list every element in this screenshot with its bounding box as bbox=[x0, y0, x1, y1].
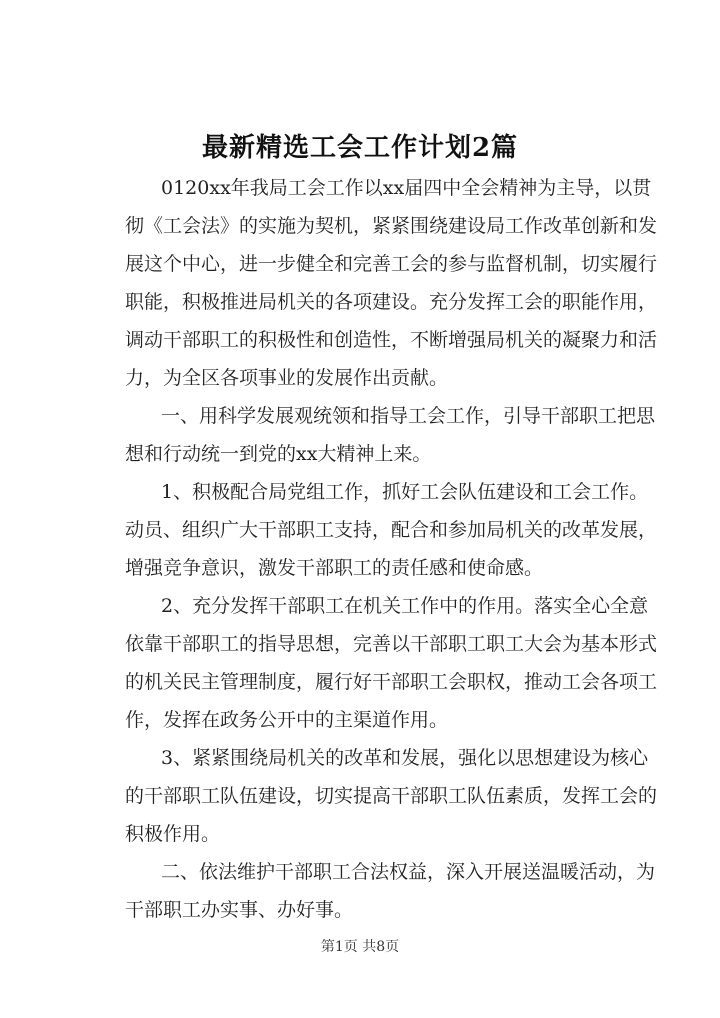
text-line: 一、用科学发展观统领和指导工会工作，引导干部职工把思 bbox=[161, 405, 656, 427]
text-line: 作，发挥在政务公开中的主渠道作用。 bbox=[125, 709, 449, 731]
text-line: 依靠干部职工的指导思想，完善以干部职工职工大会为基本形式 bbox=[125, 633, 658, 655]
paragraph bbox=[125, 397, 656, 473]
text-line: 2、充分发挥干部职工在机关工作中的作用。落实全心全意 bbox=[161, 595, 649, 617]
paragraph bbox=[125, 853, 656, 929]
paragraph bbox=[125, 169, 658, 397]
text-line: 展这个中心，进一步健全和完善工会的参与监督机制，切实履行 bbox=[125, 253, 658, 275]
page-footer: 第1页 共8页 bbox=[320, 939, 400, 955]
paragraph bbox=[125, 739, 658, 853]
text-line: 的干部职工队伍建设，切实提高干部职工队伍素质，发挥工会的 bbox=[125, 785, 658, 807]
text-line: 想和行动统一到党的xx大精神上来。 bbox=[125, 443, 432, 465]
text-line: 力，为全区各项事业的发展作出贡献。 bbox=[125, 367, 449, 389]
document-title: 最新精选工会工作计划2篇 bbox=[201, 133, 519, 163]
text-line: 积极作用。 bbox=[125, 823, 221, 845]
text-line: 调动干部职工的积极性和创造性，不断增强局机关的凝聚力和活 bbox=[125, 329, 658, 351]
document-body bbox=[125, 169, 658, 929]
text-line: 职能，积极推进局机关的各项建设。充分发挥工会的职能作用， bbox=[125, 291, 658, 313]
paragraph bbox=[125, 473, 658, 587]
text-line: 3、紧紧围绕局机关的改革和发展，强化以思想建设为核心 bbox=[161, 747, 649, 769]
text-line: 增强竞争意识，激发干部职工的责任感和使命感。 bbox=[125, 557, 544, 579]
text-line: 二、依法维护干部职工合法权益，深入开展送温暖活动，为 bbox=[161, 861, 656, 883]
text-line: 干部职工办实事、办好事。 bbox=[125, 899, 354, 921]
text-line: 的机关民主管理制度，履行好干部职工会职权，推动工会各项工 bbox=[125, 671, 658, 693]
text-line: 1、积极配合局党组工作，抓好工会队伍建设和工会工作。 bbox=[161, 481, 649, 503]
text-line: 动员、组织广大干部职工支持，配合和参加局机关的改革发展， bbox=[125, 519, 658, 541]
text-line: 彻《工会法》的实施为契机，紧紧围绕建设局工作改革创新和发 bbox=[125, 215, 658, 237]
text-line: 0120xx年我局工会工作以xx届四中全会精神为主导，以贯 bbox=[161, 177, 652, 199]
paragraph bbox=[125, 587, 658, 739]
